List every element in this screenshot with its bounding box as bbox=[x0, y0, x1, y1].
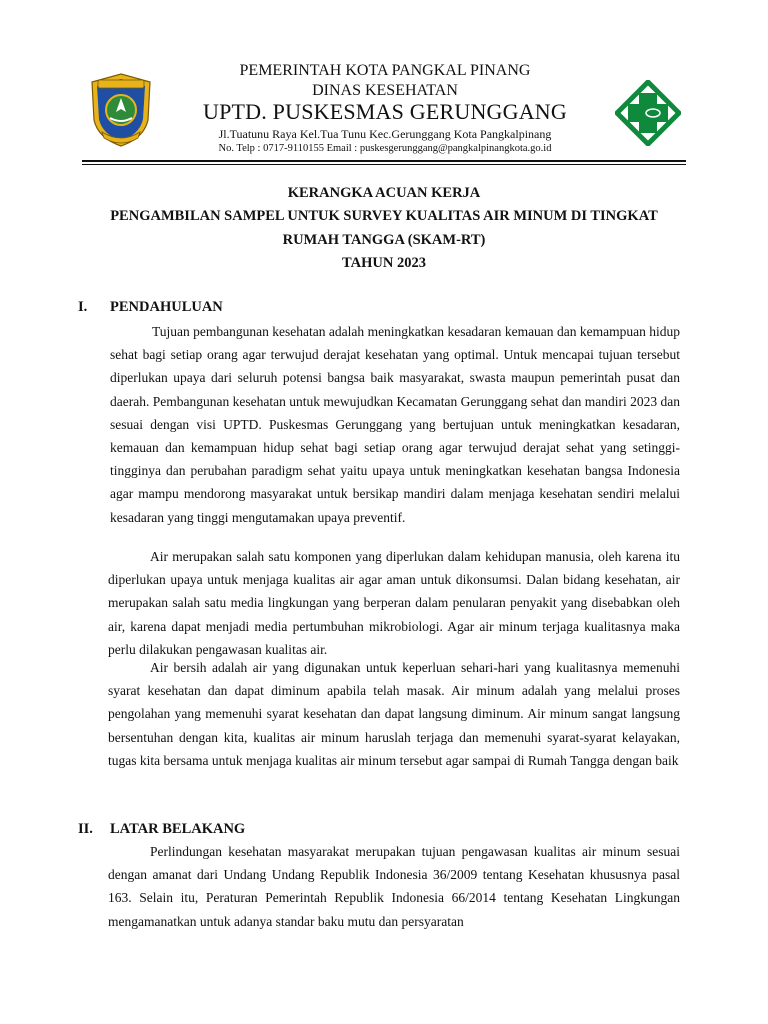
paragraph: Tujuan pembangunan kesehatan adalah meningkatkan kesadaran kemauan dan kemampuan hidup sehat bagi setiap orang agar terwujud derajat kesehatan yang optimal. Untuk mencapai tujuan tersebut diperlukan upaya dari seluruh potensi bangsa baik masyarakat, swasta maupun pemerintah pusat dan daerah. Pembangunan kesehatan untuk mewujudkan Kecamatan Gerunggang sehat dan mandiri 2023 dan sesuai dengan visi UPTD. Puskesmas Gerunggang yang bertujuan untuk meningkatkan kesadaran, kemauan dan kemampuan hidup sehat bagi setiap orang agar terwujud derajat sehat yang setinggi-tingginya dan perubahan paradigm sehat yaitu upaya untuk meningkatkan kesehatan bangsa Indonesia agar mampu mendorong masyarakat untuk bersikap mandiri dalam menjaga kesehatan sendiri melalui kesadaran yang tinggi mengutamakan upaya preventif. bbox=[110, 324, 680, 525]
institution-address: Jl.Tuatunu Raya Kel.Tua Tunu Kec.Gerunggang Kota Pangkalpinang bbox=[218, 127, 552, 141]
letterhead-rule-thin bbox=[82, 164, 686, 165]
document-title: KERANGKA ACUAN KERJA bbox=[287, 185, 481, 201]
institution-name: UPTD. PUSKESMAS GERUNGGANG bbox=[203, 99, 567, 124]
puskesmas-cross-icon bbox=[615, 80, 681, 146]
city-emblem-icon bbox=[88, 72, 154, 148]
government-name: PEMERINTAH KOTA PANGKAL PINANG bbox=[239, 62, 531, 79]
letterhead-rule-thick bbox=[82, 160, 686, 162]
document-subtitle-line: RUMAH TANGGA (SKAM-RT) bbox=[282, 232, 486, 248]
paragraph: Perlindungan kesehatan masyarakat merupakan tujuan pengawasan kualitas air minum sesuai dengan amanat dari Undang Undang Republik Indonesia 36/2009 tentang Kesehatan khususnya pasal 163. Selain itu, Peraturan Pemerintah Republik Indonesia 66/2014 tentang Kesehatan Lingkungan mengamanatkan untuk adanya standar baku mutu dan persyaratan bbox=[108, 844, 680, 929]
section-number: I. bbox=[78, 299, 88, 315]
document-subtitle-line: PENGAMBILAN SAMPEL UNTUK SURVEY KUALITAS AIR MINUM DI TINGKAT bbox=[110, 208, 658, 224]
paragraph: Air bersih adalah air yang digunakan untuk keperluan sehari-hari yang kualitasnya memenuhi syarat kesehatan dan dapat diminum apabila telah masak. Air minum adalah yang melalui proses pengolahan yang memenuhi syarat kesehatan dan dapat langsung diminum. Air minum sangat langsung bersentuhan dengan kita, kualitas air minum haruslah terjaga dan memenuhi syarat-syarat kelayakan, tugas kita bersama untuk menjaga kualitas air minum tersebut agar sampai di Rumah Tangga dengan baik bbox=[108, 660, 680, 768]
department-name: DINAS KESEHATAN bbox=[312, 82, 458, 99]
document-year: TAHUN 2023 bbox=[342, 255, 426, 271]
institution-contact: No. Telp : 0717-9110155 Email : puskesgerunggang@pangkalpinangkota.go.id bbox=[218, 143, 552, 154]
paragraph: Air merupakan salah satu komponen yang diperlukan dalam kehidupan manusia, oleh karena itu diperlukan upaya untuk menjaga kualitas air agar aman untuk dikonsumsi. Dalan bidang kesehatan, air merupakan salah satu media lingkungan yang berperan dalam penularan penyakit yang disebabkan oleh air, karena dapat menjadi media pertumbuhan mikrobiologi. Agar air minum terjaga kualitasnya maka perlu dilakukan pengawasan kualitas air. bbox=[108, 549, 680, 657]
section-title-latar-belakang: LATAR BELAKANG bbox=[110, 821, 246, 837]
section-number: II. bbox=[78, 821, 93, 837]
section-title-pendahuluan: PENDAHULUAN bbox=[110, 299, 223, 315]
